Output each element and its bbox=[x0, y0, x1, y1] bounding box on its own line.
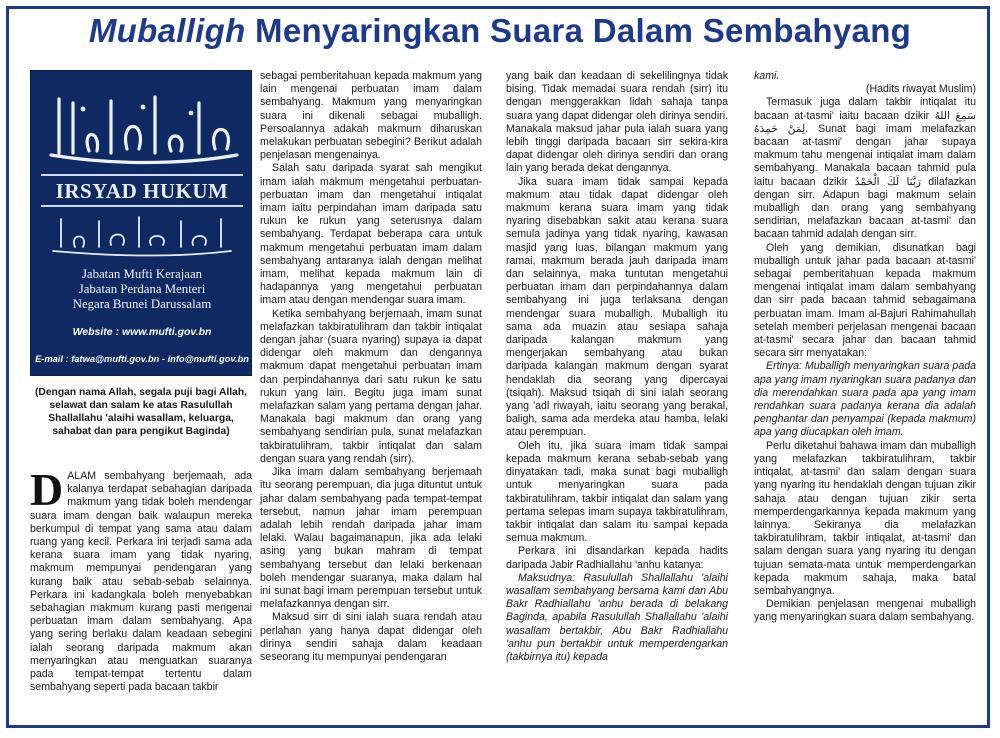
hadith-translation: Maksudnya: Rasulullah Shallallahu 'alaihi wasallam sembahyang bersama kami dan Abu Bakr Radhiallahu 'anhu berada di belakang Baginda, apabila Rasulullah Shallallahu 'alaihi wasallam bertakbir, Abu Bakr Radhiallahu 'anhu pun bertakbir untuk memperdengarkan (takbirnya itu) kepada bbox=[506, 571, 728, 663]
title-rest: Menyaringkan Suara Dalam Sembahyang bbox=[245, 12, 912, 49]
column-4 bbox=[754, 70, 976, 625]
jawi-script-emblem bbox=[31, 211, 253, 261]
paragraph: ALAM sembahyang berjemaah, ada kalanya terdapat sebahagian daripada makmum yang tidak boleh mendengar suara imam dengan baik walaupun mereka berkumpul di tempat yang sama atau dalam ruang yang kecil. Perkara ini terjadi sama ada kerana suara imam yang tidak nyaring, makmum mempunyai pendengaran yang kurang baik atau sebab-sebab selainnya. Perkara ini kadangkala boleh menyebabkan sebahagian makmum kurang pasti mengenai perbuatan imam dalam sembahyang. Apa yang sering berlaku dalam keadaan sebegini ialah seorang daripada makmum akan menyaringkan atau menguatkan suaranya pada tempat-tempat tertentu dalam sembahyang seperti pada bacaan takbir bbox=[30, 470, 252, 694]
org-line: Jabatan Mufti Kerajaan bbox=[81, 267, 203, 281]
logo-organisation bbox=[31, 267, 253, 312]
quote-translation: Ertinya: Muballigh menyaringkan suara pada apa yang imam nyaringkan suara padanya dan dia merendahkan suara pada apa yang imam rendahkan suara padanya kerana dia adalah penghantar dan penyampai (kepada makmum) apa yang diucapkan oleh imam. bbox=[754, 360, 976, 439]
column-1-body bbox=[30, 464, 252, 694]
column-3 bbox=[506, 70, 728, 664]
paragraph: yang baik dan keadaan di sekelilingnya tidak bising. Tidak memadai suara rendah (sirr) itu dengan menggerakkan lidah sahaja tanpa suara yang dapat didengar oleh dirinya sendiri. Manakala maksud jahar pula ialah suara yang lebih tinggi daripada bacaan sirr sekira-kira dapat didengar oleh dirinya sendiri dan orang lain yang berada dekat dengannya. bbox=[506, 70, 728, 175]
paragraph: sebagai pemberitahuan kepada makmum yang lain mengenai perbuatan imam dalam sembahyang. Makmum yang menyaringkan suara ini dikenali sebagai muballigh. Persoalannya adakah makmum diharuskan melakukan perbuatan sebegini? Berikut adalah penjelasan mengenainya. bbox=[260, 70, 482, 162]
logo-rule-bottom bbox=[41, 205, 243, 207]
column-2 bbox=[260, 70, 482, 664]
irsyad-hukum-logo bbox=[30, 70, 252, 376]
logo-website: Website : www.mufti.gov.bn bbox=[72, 326, 212, 338]
paragraph: Ketika sembahyang berjemaah, imam sunat melafazkan takbiratulihram dan takbir intiqalat dengan jahar (suara nyaring) supaya ia dapat didengar oleh makmum dan dengannya makmum dapat mengetahui perbuatan imam dan perpindahannya dari satu rukun ke satu rukun yang lain. Begitu juga imam sunat melafazkan salam yang pertama dengan jahar. Manakala bagi makmum dan orang yang sembahyang sendirian pula, sunat melafazkan takbiratulihram, takbir intiqalat dan salam dengan suara yang rendah (sirr). bbox=[260, 307, 482, 465]
title-italic-word: Muballigh bbox=[88, 12, 246, 49]
paragraph: Perlu diketahui bahawa imam dan muballigh yang melafazkan takbiratulihram, takbir intiqalat, at-tasmi' dan salam dengan suara yang nyaring itu hendaklah dengan tujuan zikir sahaja atau dengan tujuan zikir serta memperdengarkannya kepada makmum yang lainnya. Sekiranya dia melafazkan takbiratulihram, takbir intiqalat, at-tasmi' dan salam dengan suara yang nyaring itu dengan tujuan semata-mata untuk memperdengarkan kepada makmum sahaja, maka batal sembahyangnya. bbox=[754, 439, 976, 597]
opening-doa: (Dengan nama Allah, segala puji bagi Allah, selawat dan salam ke atas Rasulullah Shallallahu 'alaihi wasallam, keluarga, sahabat dan para pengikut Baginda) bbox=[34, 387, 248, 437]
paragraph: Jika imam dalam sembahyang berjemaah itu seorang perempuan, dia juga dituntut untuk jahar dalam sembahyang pada tempat-tempat tersebut, namun jahar imam perempuan adalah lebih rendah daripada jahar imam lelaki. Walau bagaimanapun, jika ada lelaki asing yang bukan mahram di tempat sembahyang tersebut dan lelaki berkenaan boleh mendengar suaranya, maka dalam hal ini sunat bagi imam perempuan tersebut untuk melafazkannya dengan sirr. bbox=[260, 466, 482, 611]
paragraph: Oleh yang demikian, disunatkan bagi muballigh untuk jahar pada bacaan at-tasmi' sebagai pemberitahuan kepada makmum mengenai intiqalat imam dalam sembahyang dan sirr pada bacaan tahmid sebagaimana perbuatan imam. Imam al-Bajuri Rahimahullah setelah memberi perjelasan mengenai bacaan at-tasmi' secara jahar dan bacaan tahmid secara sirr menyatakan: bbox=[754, 241, 976, 360]
org-line: Jabatan Perdana Menteri bbox=[78, 282, 206, 296]
hadith-citation: (Hadits riwayat Muslim) bbox=[865, 83, 976, 96]
logo-email: E-mail : fatwa@mufti.gov.bn - info@mufti.gov.bn bbox=[35, 354, 249, 364]
paragraph: Oleh itu, jika suara imam tidak sampai kepada makmum kerana sebab-sebab yang dinyatakan tadi, maka sunat bagi muballigh untuk menyaringkan suara pada takbiratulihram, takbir intiqalat dan salam yang pertama selepas imam supaya takbiratulihram, takbir intiqalat dan salam itu sampai kepada semua makmum. bbox=[506, 439, 728, 545]
paragraph: Jika suara imam tidak sampai kepada makmum atau tidak dapat didengar oleh makmum kerana suara imam yang tidak nyaring disebabkan sakit atau kerana suara semula jadinya yang tidak nyaring, kawasan masjid yang luas, bilangan makmum yang ramai, makmum berada jauh daripada imam dan selainnya, maka tuntutan mengetahui perbuatan imam dan perpindahannya dalam sembahyang ini juga terlaksana dengan mendengar suara muballigh. Muballigh itu sama ada muazin atau sesiapa sahaja daripada kalangan makmum yang mengerjakan sembahyang atau bukan daripada kalangan makmum dengan syarat hendaklah dia seorang yang dipercayai (tsiqah). Maksud tsiqah di sini ialah seorang yang 'adl riwayah, iaitu seorang yang berakal, baligh, sama ada merdeka atau hamba, lelaki atau perempuan. bbox=[506, 175, 728, 439]
paragraph: Termasuk juga dalam takbir intiqalat itu bacaan at-tasmi' iaitu bacaan dzikir سَمِعَ اللهُ لِمَنْ حَمِدَهُ. Sunat bagi imam melafazkan bacaan at-tasmi' dengan jahar supaya makmum tahu mengenai intiqalat imam dalam sembahyang. Manakala bacaan tahmid pula iaitu bacaan dzikir رَبَّنَا لَكَ الْحَمْدُ dilafazkan dengan sirr. Adapun bagi makmum selain muballigh dan orang yang sembahyang sendirian, melafazkan bacaan at-tasmi' dan bacaan tahmid adalah dengan sirr. bbox=[754, 96, 976, 241]
paragraph: kami. bbox=[754, 70, 780, 82]
logo-rule-top bbox=[41, 174, 243, 176]
drop-cap: D bbox=[30, 464, 64, 515]
paragraph: Salah satu daripada syarat sah mengikut imam ialah makmum mengetahui perbuatan-perbuatan imam dan mengetahui intiqalat imam iaitu perpindahan imam daripada satu rukun ke rukun yang seterusnya dalam sembahyang. Terdapat beberapa cara untuk makmum mengetahui perbuatan imam dalam sembahyang antaranya ialah dengan melihat imam, melihat kepada makmum lain di hadapannya yang mengetahui perbuatan imam atau dengan mendengar suara imam. bbox=[260, 162, 482, 307]
paragraph: Demikian penjelasan mengenai muballigh yang menyaringkan suara dalam sembahyang. bbox=[754, 598, 976, 624]
paragraph: Maksud sirr di sini ialah suara rendah atau perlahan yang hanya dapat didengar oleh dirinya sendiri sahaja dalam keadaan seseorang itu mempunyai pendengaran bbox=[260, 611, 482, 663]
logo-brand: IRSYAD HUKUM bbox=[55, 179, 229, 203]
org-line: Negara Brunei Darussalam bbox=[72, 297, 212, 311]
paragraph: Perkara ini disandarkan kepada hadits daripada Jabir Radhiallahu 'anhu katanya: bbox=[506, 545, 728, 571]
arabic-calligraphy-emblem bbox=[31, 89, 253, 169]
article-title bbox=[0, 12, 1000, 50]
